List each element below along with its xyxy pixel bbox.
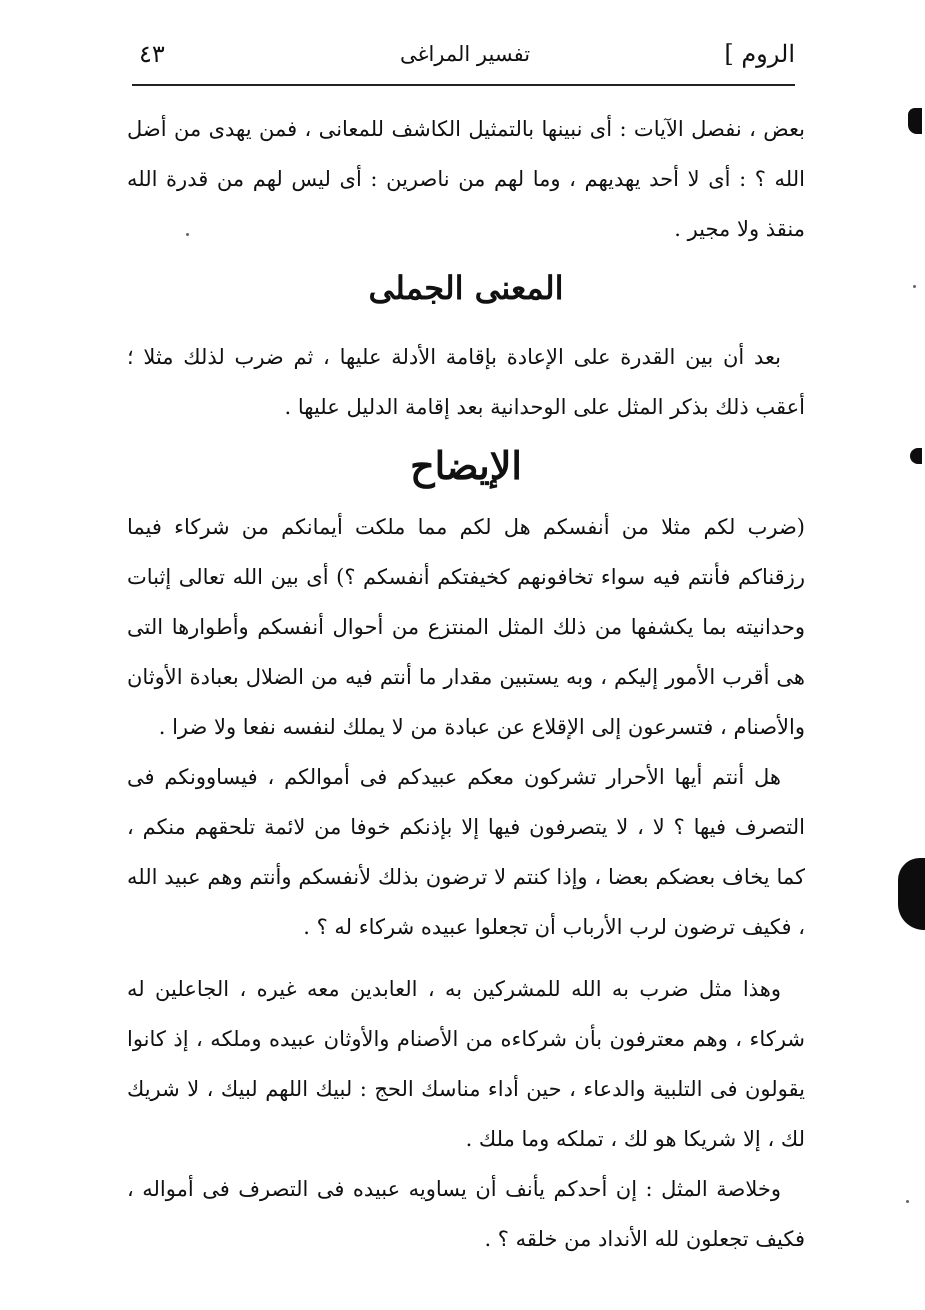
scan-edge-mark: [910, 448, 922, 464]
chapter-name: الروم ]: [724, 40, 795, 68]
explanation-paragraph-3: وهذا مثل ضرب به الله للمشركين به ، العابدين معه غيره ، الجاعلين له شركاء ، وهم معترفون بأن شركاءه من الأصنام والأوثان عبيده وملكه ، إذ كانوا يقولون فى التلبية والدعاء ، حين أداء مناسك الحج : لبيك اللهم لبيك ، لا شريك لك ، إلا شريكا هو لك ، تملكه وما ملك .: [127, 977, 805, 1151]
explanation-block: [127, 502, 805, 1264]
page-header: [135, 36, 795, 76]
general-meaning-paragraph: بعد أن بين القدرة على الإعادة بإقامة الأدلة عليها ، ثم ضرب لذلك مثلا ؛ أعقب ذلك بذكر المثل على الوحدانية بعد إقامة الدليل عليها .: [127, 345, 805, 419]
general-meaning-block: [127, 332, 805, 432]
scan-dust: [186, 233, 189, 236]
scan-dust: [906, 1200, 909, 1203]
scan-edge-mark: [908, 108, 922, 134]
book-title: تفسير المراغى: [399, 42, 531, 66]
page-number: ٤٣: [139, 40, 165, 68]
scan-dust: [913, 285, 916, 288]
scan-edge-mark: [898, 858, 925, 930]
explanation-paragraph-4: وخلاصة المثل : إن أحدكم يأنف أن يساويه عبيده فى التصرف فى أمواله ، فكيف تجعلون لله الأنداد من خلقه ؟ .: [127, 1177, 805, 1251]
general-meaning-heading: المعنى الجملى: [368, 269, 564, 307]
header-rule: [132, 84, 795, 86]
explanation-heading: الإيضاح: [410, 443, 522, 488]
explanation-paragraph-2: هل أنتم أيها الأحرار تشركون معكم عبيدكم فى أموالكم ، فيساوونكم فى التصرف فيها ؟ لا ، لا يتصرفون فيها إلا بإذنكم خوفا من لائمة تلحقهم منكم ، كما يخاف بعضكم بعضا ، وإذا كنتم لا ترضون بذلك لأنفسكم وأنتم وهم عبيد الله ، فكيف ترضون لرب الأرباب أن تجعلوا عبيده شركاء له ؟ .: [127, 765, 805, 939]
opening-paragraph: بعض ، نفصل الآيات : أى نبينها بالتمثيل الكاشف للمعانى ، فمن يهدى من أضل الله ؟ : أى لا أحد يهديهم ، وما لهم من ناصرين : أى ليس لهم من قدرة الله منقذ ولا مجير .: [127, 117, 805, 241]
opening-paragraph-block: [127, 104, 805, 254]
explanation-paragraph-1: (ضرب لكم مثلا من أنفسكم هل لكم مما ملكت أيمانكم من شركاء فيما رزقناكم فأنتم فيه سواء تخافونهم كخيفتكم أنفسكم ؟) أى بين الله تعالى إثبات وحدانيته بما يكشفها من ذلك المثل المنتزع من أحوال أنفسكم وأطوارها التى هى أقرب الأمور إليكم ، وبه يستبين مقدار ما أنتم فيه من الضلال بعبادة الأوثان والأصنام ، فتسرعون إلى الإقلاع عن عبادة من لا يملك لنفسه نفعا ولا ضرا .: [127, 515, 805, 739]
